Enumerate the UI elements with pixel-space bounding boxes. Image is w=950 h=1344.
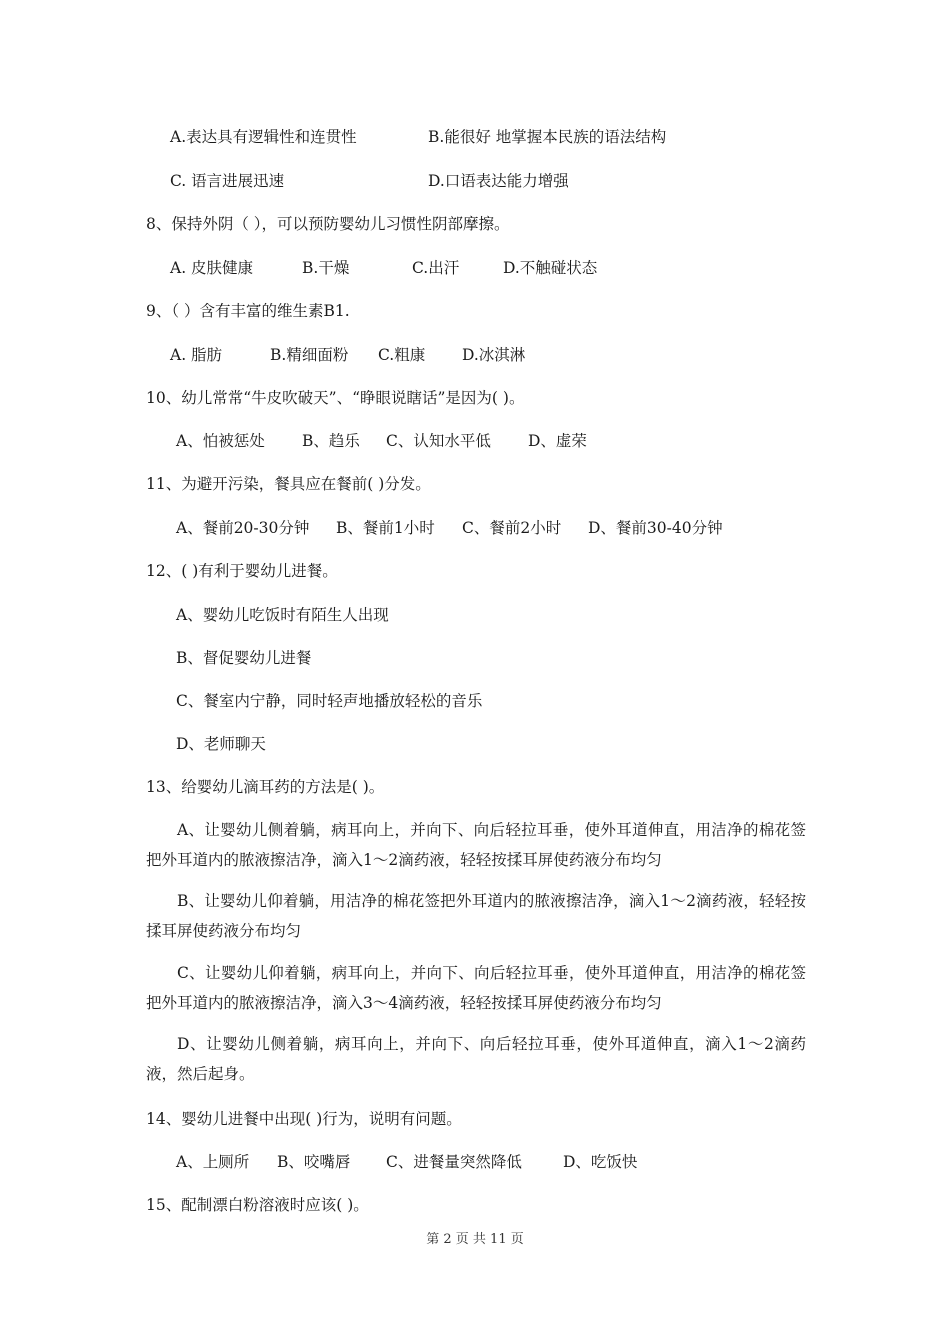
q7-option-c: C. 语言进展迅速 [170, 172, 285, 190]
q13-option-a: A、让婴幼儿侧着躺，病耳向上，并向下、向后轻拉耳垂，使外耳道伸直，用洁净的棉花签把外耳道内的脓液擦洁净，滴入1～2滴药液，轻轻按揉耳屏使药液分布均匀 [146, 821, 806, 869]
q10-option-a: A、怕被惩处 [176, 432, 265, 450]
q12-option-c: C、餐室内宁静，同时轻声地播放轻松的音乐 [176, 692, 483, 710]
q13-option-b: B、让婴幼儿仰着躺，用洁净的棉花签把外耳道内的脓液擦洁净，滴入1～2滴药液，轻轻按揉耳屏使药液分布均匀 [146, 892, 806, 940]
q7-option-d: D.口语表达能力增强 [428, 172, 569, 190]
q11-option-a: A、餐前20-30分钟 [176, 519, 310, 537]
q11-option-d: D、餐前30-40分钟 [588, 519, 723, 537]
q12-option-a: A、婴幼儿吃饭时有陌生人出现 [176, 606, 389, 624]
q14-option-a: A、上厕所 [176, 1153, 250, 1171]
q13-option-c: C、让婴幼儿仰着躺，病耳向上，并向下、向后轻拉耳垂，使外耳道伸直，用洁净的棉花签把外耳道内的脓液擦洁净，滴入3～4滴药液，轻轻按揉耳屏使药液分布均匀 [146, 964, 806, 1012]
q10-option-c: C、认知水平低 [386, 432, 491, 450]
page-footer: 第 2 页 共 11 页 [426, 1232, 524, 1247]
q7-option-a: A.表达具有逻辑性和连贯性 [170, 128, 357, 146]
q11-stem: 11、为避开污染，餐具应在餐前( )分发。 [146, 475, 431, 493]
q9-option-d: D.冰淇淋 [462, 346, 526, 364]
q12-option-b: B、督促婴幼儿进餐 [176, 649, 312, 667]
q8-stem: 8、保持外阴（ ），可以预防婴幼儿习惯性阴部摩擦。 [146, 215, 510, 233]
q13-option-d: D、让婴幼儿侧着躺，病耳向上，并向下、向后轻拉耳垂，使外耳道伸直，滴入1～2滴药液，然后起身。 [146, 1035, 806, 1083]
q7-option-b: B.能很好 地掌握本民族的语法结构 [428, 128, 667, 146]
q12-option-d: D、老师聊天 [176, 735, 266, 753]
q8-option-c: C.出汗 [412, 259, 460, 277]
q10-option-d: D、虚荣 [528, 432, 587, 450]
q14-stem: 14、婴幼儿进餐中出现( )行为，说明有问题。 [146, 1110, 462, 1128]
q10-option-b: B、趋乐 [302, 432, 360, 450]
q8-option-b: B.干燥 [302, 259, 350, 277]
q9-stem: 9、（ ）含有丰富的维生素B1. [146, 302, 350, 320]
q14-option-c: C、进餐量突然降低 [386, 1153, 522, 1171]
q11-option-c: C、餐前2小时 [462, 519, 562, 537]
q14-option-d: D、吃饭快 [563, 1153, 638, 1171]
q14-option-b: B、咬嘴唇 [277, 1153, 351, 1171]
q9-option-a: A. 脂肪 [170, 346, 223, 364]
q8-option-d: D.不触碰状态 [503, 259, 598, 277]
q12-stem: 12、( )有利于婴幼儿进餐。 [146, 562, 338, 580]
q11-option-b: B、餐前1小时 [336, 519, 435, 537]
q10-stem: 10、幼儿常常“牛皮吹破天”、“睁眼说瞎话”是因为( )。 [146, 389, 525, 407]
q9-option-b: B.精细面粉 [270, 346, 349, 364]
q8-option-a: A. 皮肤健康 [170, 259, 254, 277]
q15-stem: 15、配制漂白粉溶液时应该( )。 [146, 1196, 369, 1214]
q13-stem: 13、给婴幼儿滴耳药的方法是( )。 [146, 778, 385, 796]
q9-option-c: C.粗康 [378, 346, 426, 364]
